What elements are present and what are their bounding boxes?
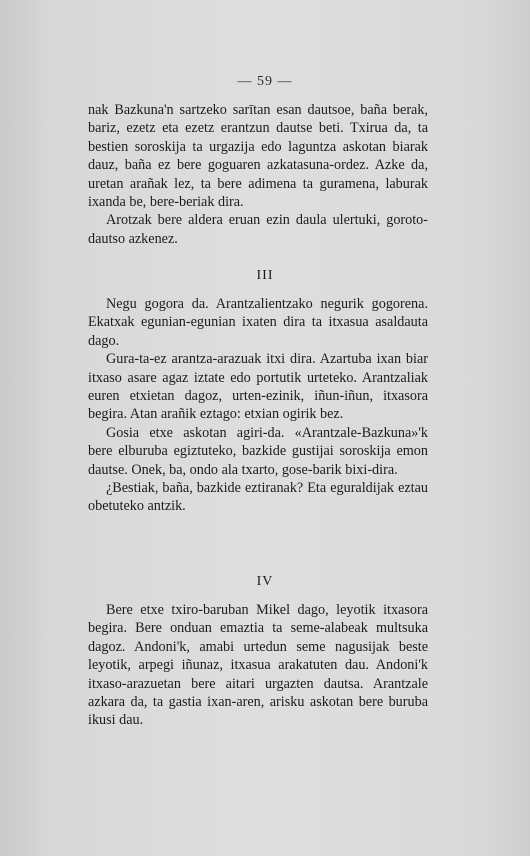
section-4-text-block <box>88 601 428 730</box>
paragraph: ¿Bestiak, baña, bazkide eztiranak? Eta eguraldijak eztau obetuteko antzik. <box>88 480 428 515</box>
section-heading-4: IV <box>256 574 274 589</box>
section-3-text-block <box>88 295 428 516</box>
paragraph: Gosia etxe askotan agiri-da. «Arantzale-Bazkuna»'k bere elburuba egiztuteko, bazkide gustijai soroskija emon dautse. Onek, ba, ondo ala txarto, gose-barik bixi-dira. <box>88 424 428 478</box>
page-number: — 59 — <box>237 74 293 89</box>
paragraph: nak Bazkuna'n sartzeko sarītan esan dautsoe, baña berak, bariz, ezetz eta ezetz erantzun dautse beti. Txirua da, ta bestien soroskija ta urgazija edo laguntza askotan biarak dauz, baña ez bere goguaren azkatasuna-ordez. Azke da, uretan arañak lez, ta bere adimena ta guramena, laburak ixanda be, bere-beriak dira. <box>88 102 428 211</box>
paragraph: Arotzak bere aldera eruan ezin daula ulertuki, gorоto-dautso azkenez. <box>88 212 428 247</box>
paragraph: Negu gogora da. Arantzalientzako negurik gogorena. Ekatxak egunian-egunian ixaten dira ta itxasua asaldauta dago. <box>88 296 428 349</box>
section-heading-3: III <box>256 268 274 283</box>
paragraph: Gura-ta-ez arantza-arazuak itxi dira. Azartuba ixan biar itxaso asare agaz iztate edo portutik urteteko. Arantzaliak euren etxietan dagoz, urten-ezinik, iñun-iñun, itxasora begira. Atan arañik eztago: etxian ogirik bez. <box>88 351 428 423</box>
opening-text-block <box>88 101 428 248</box>
paragraph: Bere etxe txiro-baruban Mikel dago, leyotik itxasora begira. Bere onduan emaztia ta seme-alabeak multsuka dagoz. Andoni'k, amabi urtedun seme nagusijak beste leyotik, arpegi iñunaz, itxasua arakatuten dau. Andoni'k itxaso-arazuetan bere aitari urgazten dautsa. Arantzale azkara da, ta gastia ixan-aren, arisku askotan bere buruba ikusi dau. <box>88 602 428 729</box>
